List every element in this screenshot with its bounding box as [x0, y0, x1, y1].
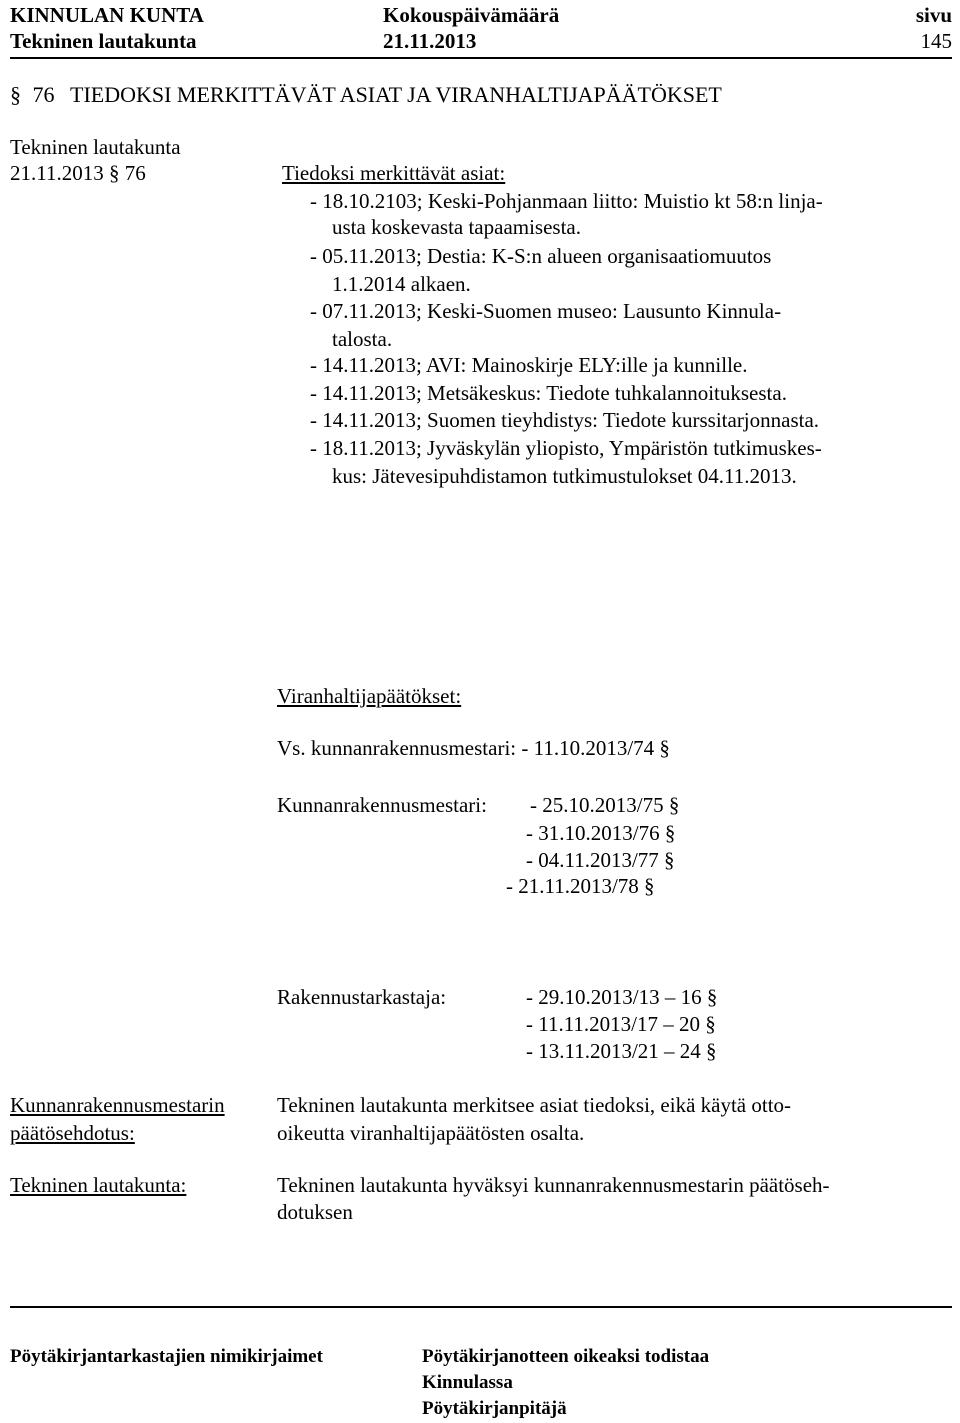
list-item: - 14.11.2013; Suomen tieyhdistys: Tiedote kurssitarjonnasta. [310, 408, 820, 432]
committee-name: Tekninen lautakunta [10, 29, 197, 53]
list-item: - 31.10.2013/76 § [526, 821, 676, 845]
list-item: - 18.11.2013; Jyväskylän yliopisto, Ympäristön tutkimuskes- [310, 436, 822, 460]
resolution-label: Tekninen lautakunta: [10, 1173, 187, 1197]
reference-date-paragraph: 21.11.2013 § 76 [10, 161, 146, 185]
section-symbol: § [10, 82, 21, 107]
list-item: - 11.11.2013/17 – 20 § [526, 1012, 716, 1036]
list-item: - 05.11.2013; Destia: K-S:n alueen organisaatiomuutos [310, 244, 772, 268]
list-item: - 07.11.2013; Keski-Suomen museo: Lausunto Kinnula- [310, 299, 782, 323]
resolution-text-cont: dotuksen [277, 1200, 353, 1224]
section-title: TIEDOKSI MERKITTÄVÄT ASIAT JA VIRANHALTIJAPÄÄTÖKSET [70, 82, 722, 107]
section-heading [10, 82, 722, 108]
list-item: - 29.10.2013/13 – 16 § [526, 985, 718, 1009]
certification-place: Kinnulassa [422, 1372, 513, 1393]
page-label: sivu [915, 3, 952, 27]
list-item: - 18.10.2103; Keski-Pohjanmaan liitto: Muistio kt 58:n linja- [310, 189, 823, 213]
inspector-initials-label: Pöytäkirjantarkastajien nimikirjaimet [10, 1346, 323, 1367]
list-item: - 04.11.2013/77 § [526, 848, 675, 872]
list-item: usta koskevasta tapaamisesta. [332, 215, 582, 239]
reference-body: Tekninen lautakunta [10, 135, 181, 159]
notices-heading: Tiedoksi merkittävät asiat: [282, 161, 506, 185]
list-item: - 14.11.2013; AVI: Mainoskirje ELY:ille ja kunnille. [310, 353, 748, 377]
proposal-label-cont: päätösehdotus: [10, 1121, 135, 1145]
building-inspector-label: Rakennustarkastaja: [277, 985, 447, 1009]
minutes-keeper-label: Pöytäkirjanpitäjä [422, 1398, 567, 1419]
meeting-date-label: Kokouspäivämäärä [383, 3, 560, 27]
header-divider [10, 57, 952, 59]
deputy-decision-line: Vs. kunnanrakennusmestari: - 11.10.2013/74 § [277, 736, 670, 760]
proposal-text-cont: oikeutta viranhaltijapäätösten osalta. [277, 1121, 585, 1145]
list-item: - 14.11.2013; Metsäkeskus: Tiedote tuhkalannoituksesta. [310, 381, 787, 405]
resolution-text: Tekninen lautakunta hyväksyi kunnanrakennusmestarin päätöseh- [277, 1173, 830, 1197]
list-item: kus: Jätevesipuhdistamon tutkimustulokset 04.11.2013. [332, 464, 797, 488]
certification-label: Pöytäkirjanotteen oikeaksi todistaa [422, 1346, 710, 1367]
list-item: talosta. [332, 327, 393, 351]
building-master-label: Kunnanrakennusmestari: [277, 793, 487, 817]
list-item: - 25.10.2013/75 § [530, 793, 680, 817]
list-item: 1.1.2014 alkaen. [332, 272, 471, 296]
list-item: - 21.11.2013/78 § [506, 874, 655, 898]
list-item: - 13.11.2013/21 – 24 § [526, 1039, 717, 1063]
proposal-label: Kunnanrakennusmestarin [10, 1093, 225, 1117]
section-number: 76 [32, 82, 55, 107]
decisions-heading: Viranhaltijapäätökset: [277, 684, 462, 708]
proposal-text: Tekninen lautakunta merkitsee asiat tiedoksi, eikä käytä otto- [277, 1093, 792, 1117]
footer-divider [10, 1306, 952, 1308]
meeting-date: 21.11.2013 [383, 29, 477, 53]
page-number: 145 [920, 29, 952, 53]
org-name: KINNULAN KUNTA [10, 3, 204, 27]
